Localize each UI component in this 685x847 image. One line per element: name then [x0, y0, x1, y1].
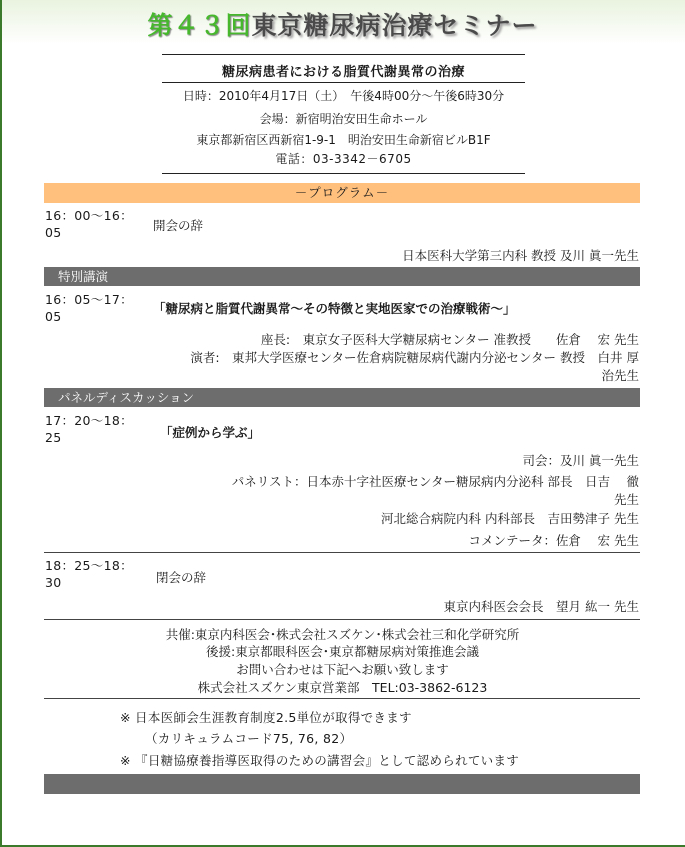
info-top-divider: [162, 54, 525, 55]
footer-host: 共催:東京内科医会･株式会社スズケン･株式会社三和化学研究所: [165, 627, 520, 642]
special-lecture-presenter-cont: 治先生: [601, 368, 639, 383]
panel-moderator: 司会：及川 眞一先生: [522, 453, 639, 468]
special-lecture-presenter: 演者: 東邦大学医療センター佐倉病院糖尿病代謝内分泌センター 教授 白井 厚: [190, 350, 639, 365]
note-accreditation: ※ 『日糖協療養指導医取得のための講習会』として認められています: [120, 753, 520, 768]
closing-speaker: 東京内科医会会長 望月 紘一 先生: [443, 599, 639, 614]
panel-panelist-1: パネリスト：日本赤十字社医療センター糖尿病内分泌科 部長 日吉 徹: [231, 474, 639, 489]
opening-title: 開会の辞: [153, 218, 204, 233]
special-lecture-chair: 座長: 東京女子医科大学糖尿病センター 准教授 佐倉 宏 先生: [260, 332, 639, 347]
special-lecture-time: 16：05～17：05: [45, 292, 133, 324]
panel-panelist-2: 河北総合病院内科 内科部長 吉田勢津子 先生: [381, 511, 639, 526]
bottom-bar: [44, 774, 640, 794]
footer-divider-top: [44, 619, 640, 620]
footer-support: 後援:東京都眼科医会･東京都糖尿病対策推進会議: [206, 644, 479, 659]
program-heading: －プログラム－: [44, 183, 640, 203]
closing-title: 閉会の辞: [156, 570, 207, 585]
panel-title: 「症例から学ぶ」: [160, 425, 261, 440]
opening-speaker: 日本医科大学第三内科 教授 及川 眞一先生: [402, 248, 639, 263]
section-bar-panel-discussion: パネルディスカッション: [44, 388, 640, 407]
special-lecture-title: 「糖尿病と脂質代謝異常～その特徴と実地医家での治療戦術～」: [153, 301, 516, 316]
event-venue: 会場：新宿明治安田生命ホール: [259, 112, 428, 126]
info-bottom-divider: [162, 173, 525, 174]
panel-time: 17：20～18：25: [45, 413, 133, 445]
panel-commentator: コメンテータ：佐倉 宏 先生: [468, 533, 639, 548]
note-credit: ※ 日本医師会生涯教育制度2.5単位が取得できます: [120, 710, 412, 725]
closing-time: 18：25～18：30: [45, 558, 133, 590]
event-address: 東京都新宿区西新宿1-9-1 明治安田生命新宿ビルB1F: [196, 133, 491, 147]
closing-divider-top: [44, 552, 640, 553]
footer-contact: 株式会社スズケン東京営業部 TEL:03-3862-6123: [197, 680, 488, 695]
page-title: [0, 6, 685, 42]
title-seminar-name: 東京糖尿病治療セミナー: [251, 11, 538, 40]
seminar-subtitle: 糖尿病患者における脂質代謝異常の治療: [221, 65, 465, 80]
title-session-number: 第４３回: [147, 11, 252, 40]
opening-time: 16：00～16：05: [45, 208, 133, 240]
event-date: 日時：2010年4月17日（土） 午後4時00分～午後6時30分: [182, 89, 505, 103]
footer-inquiry: お問い合わせは下記へお願い致します: [236, 662, 449, 677]
notes-divider: [44, 698, 640, 699]
panel-panelist-1-cont: 先生: [613, 492, 639, 507]
info-mid-divider: [162, 82, 525, 83]
event-phone: 電話：03-3342－6705: [275, 152, 412, 166]
note-curriculum-code: （カリキュラムコード75, 76, 82）: [145, 731, 353, 746]
section-bar-special-lecture: 特別講演: [44, 267, 640, 286]
